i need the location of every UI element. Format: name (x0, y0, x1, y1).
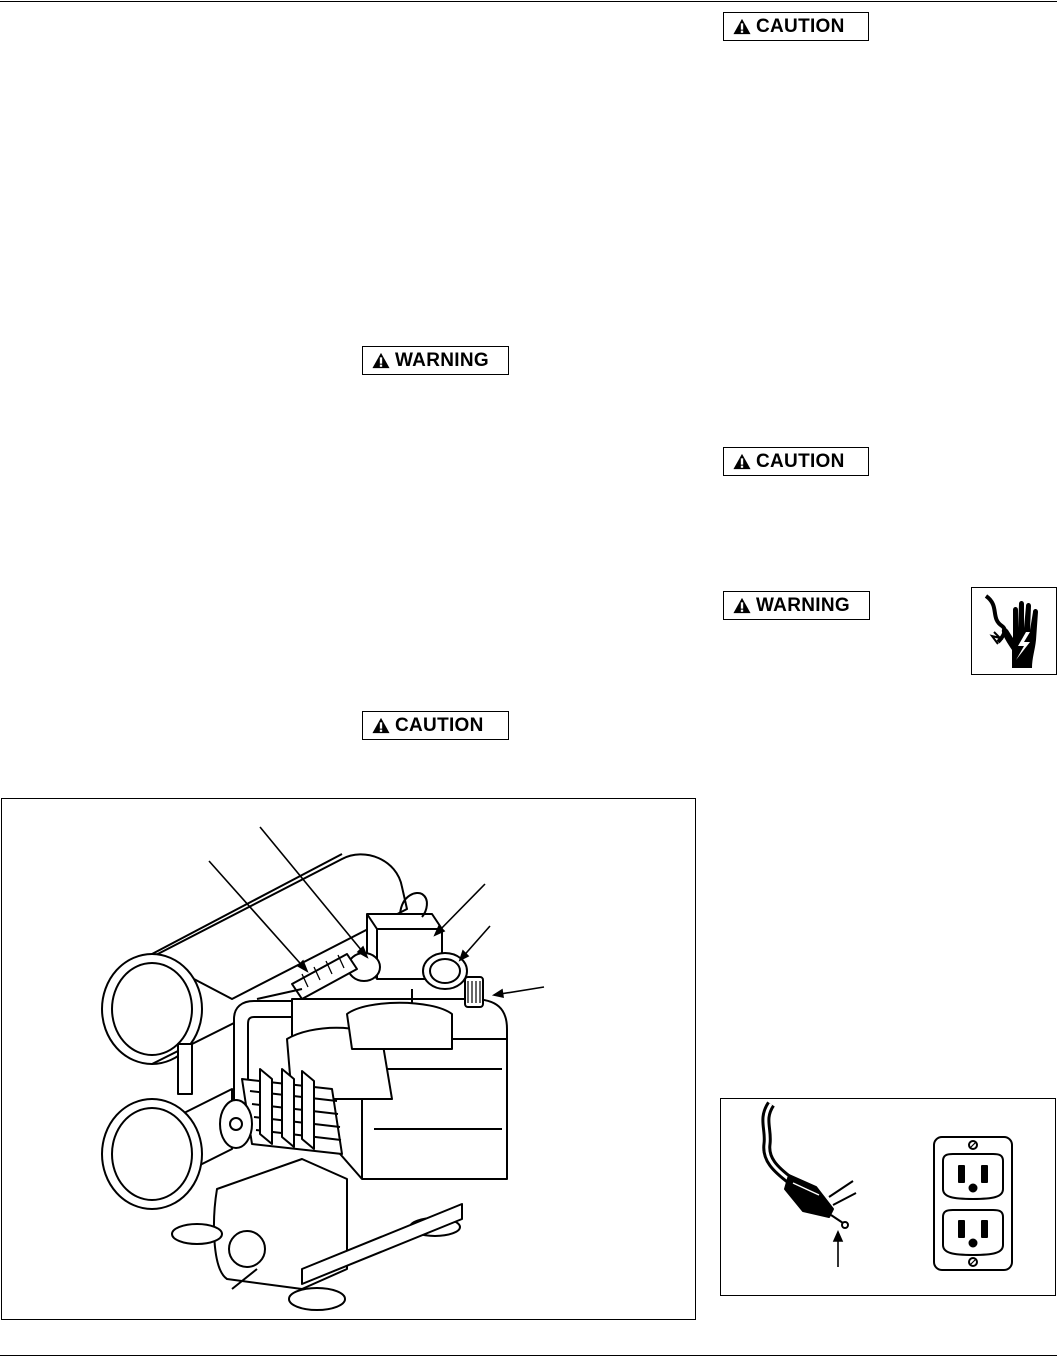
alert-triangle-icon (733, 18, 751, 35)
grounding-plug-and-outlet-illustration (721, 1099, 1054, 1294)
alert-triangle-icon (733, 453, 751, 470)
top-rule (0, 1, 1057, 2)
electric-shock-hand-icon (971, 587, 1057, 675)
warning-label: WARNING (756, 595, 850, 616)
caution-label: CAUTION (756, 16, 845, 37)
caution-label: CAUTION (756, 451, 845, 472)
warning-badge-right (723, 591, 870, 620)
caution-badge-middle-right (723, 447, 869, 476)
warning-label: WARNING (395, 350, 489, 371)
air-compressor-illustration (2, 799, 694, 1318)
alert-triangle-icon (733, 597, 751, 614)
air-compressor-figure (1, 798, 696, 1320)
caution-badge-top-right (723, 12, 869, 41)
caution-badge-left (362, 711, 509, 740)
bottom-rule (0, 1355, 1057, 1356)
warning-badge-left (362, 346, 509, 375)
alert-triangle-icon (372, 352, 390, 369)
grounding-plug-figure (720, 1098, 1056, 1296)
alert-triangle-icon (372, 717, 390, 734)
caution-label: CAUTION (395, 715, 484, 736)
